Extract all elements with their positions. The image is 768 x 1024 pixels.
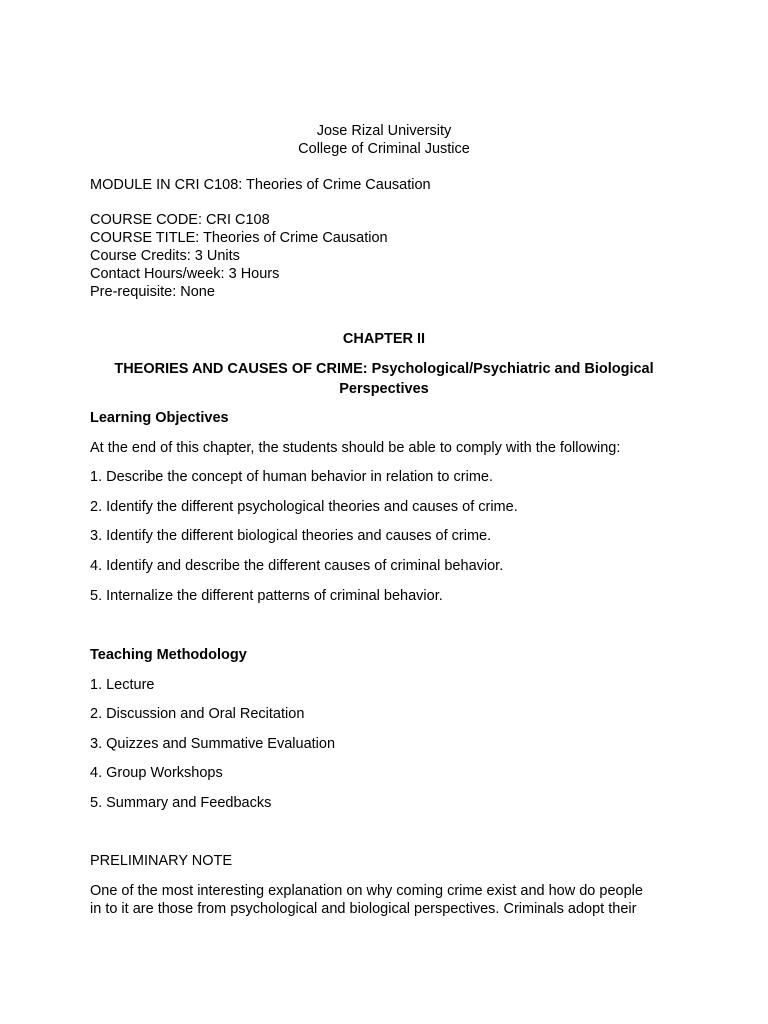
methodology-item: 5. Summary and Feedbacks: [90, 795, 272, 811]
objective-item: 3. Identify the different biological theories and causes of crime.: [90, 528, 492, 544]
chapter-number: CHAPTER II: [342, 331, 426, 347]
objective-item: 5. Internalize the different patterns of criminal behavior.: [90, 588, 443, 604]
learning-objectives-heading: Learning Objectives: [90, 410, 229, 426]
chapter-title-line-1: THEORIES AND CAUSES OF CRIME: Psychological/Psychiatric and Biological: [114, 361, 654, 377]
learning-objectives-intro: At the end of this chapter, the students should be able to comply with the following:: [90, 440, 621, 456]
college-name: College of Criminal Justice: [298, 141, 470, 157]
university-name: Jose Rizal University: [316, 123, 452, 139]
contact-hours: Contact Hours/week: 3 Hours: [90, 266, 280, 282]
module-title: MODULE IN CRI C108: Theories of Crime Causation: [90, 177, 431, 193]
objective-item: 1. Describe the concept of human behavior in relation to crime.: [90, 469, 493, 485]
methodology-item: 1. Lecture: [90, 677, 155, 693]
preliminary-note-line-1: One of the most interesting explanation on why coming crime exist and how do people: [90, 883, 643, 899]
course-credits: Course Credits: 3 Units: [90, 248, 240, 264]
teaching-methodology-heading: Teaching Methodology: [90, 647, 247, 663]
methodology-item: 3. Quizzes and Summative Evaluation: [90, 736, 336, 752]
preliminary-note-heading: PRELIMINARY NOTE: [90, 853, 233, 869]
methodology-item: 4. Group Workshops: [90, 765, 223, 781]
methodology-item: 2. Discussion and Oral Recitation: [90, 706, 305, 722]
objective-item: 2. Identify the different psychological theories and causes of crime.: [90, 499, 518, 515]
prerequisite: Pre-requisite: None: [90, 284, 215, 300]
preliminary-note-line-2: in to it are those from psychological and biological perspectives. Criminals adopt their: [90, 901, 637, 917]
course-title: COURSE TITLE: Theories of Crime Causation: [90, 230, 388, 246]
objective-item: 4. Identify and describe the different causes of criminal behavior.: [90, 558, 504, 574]
chapter-title-line-2: Perspectives: [339, 381, 429, 397]
course-code: COURSE CODE: CRI C108: [90, 212, 270, 228]
